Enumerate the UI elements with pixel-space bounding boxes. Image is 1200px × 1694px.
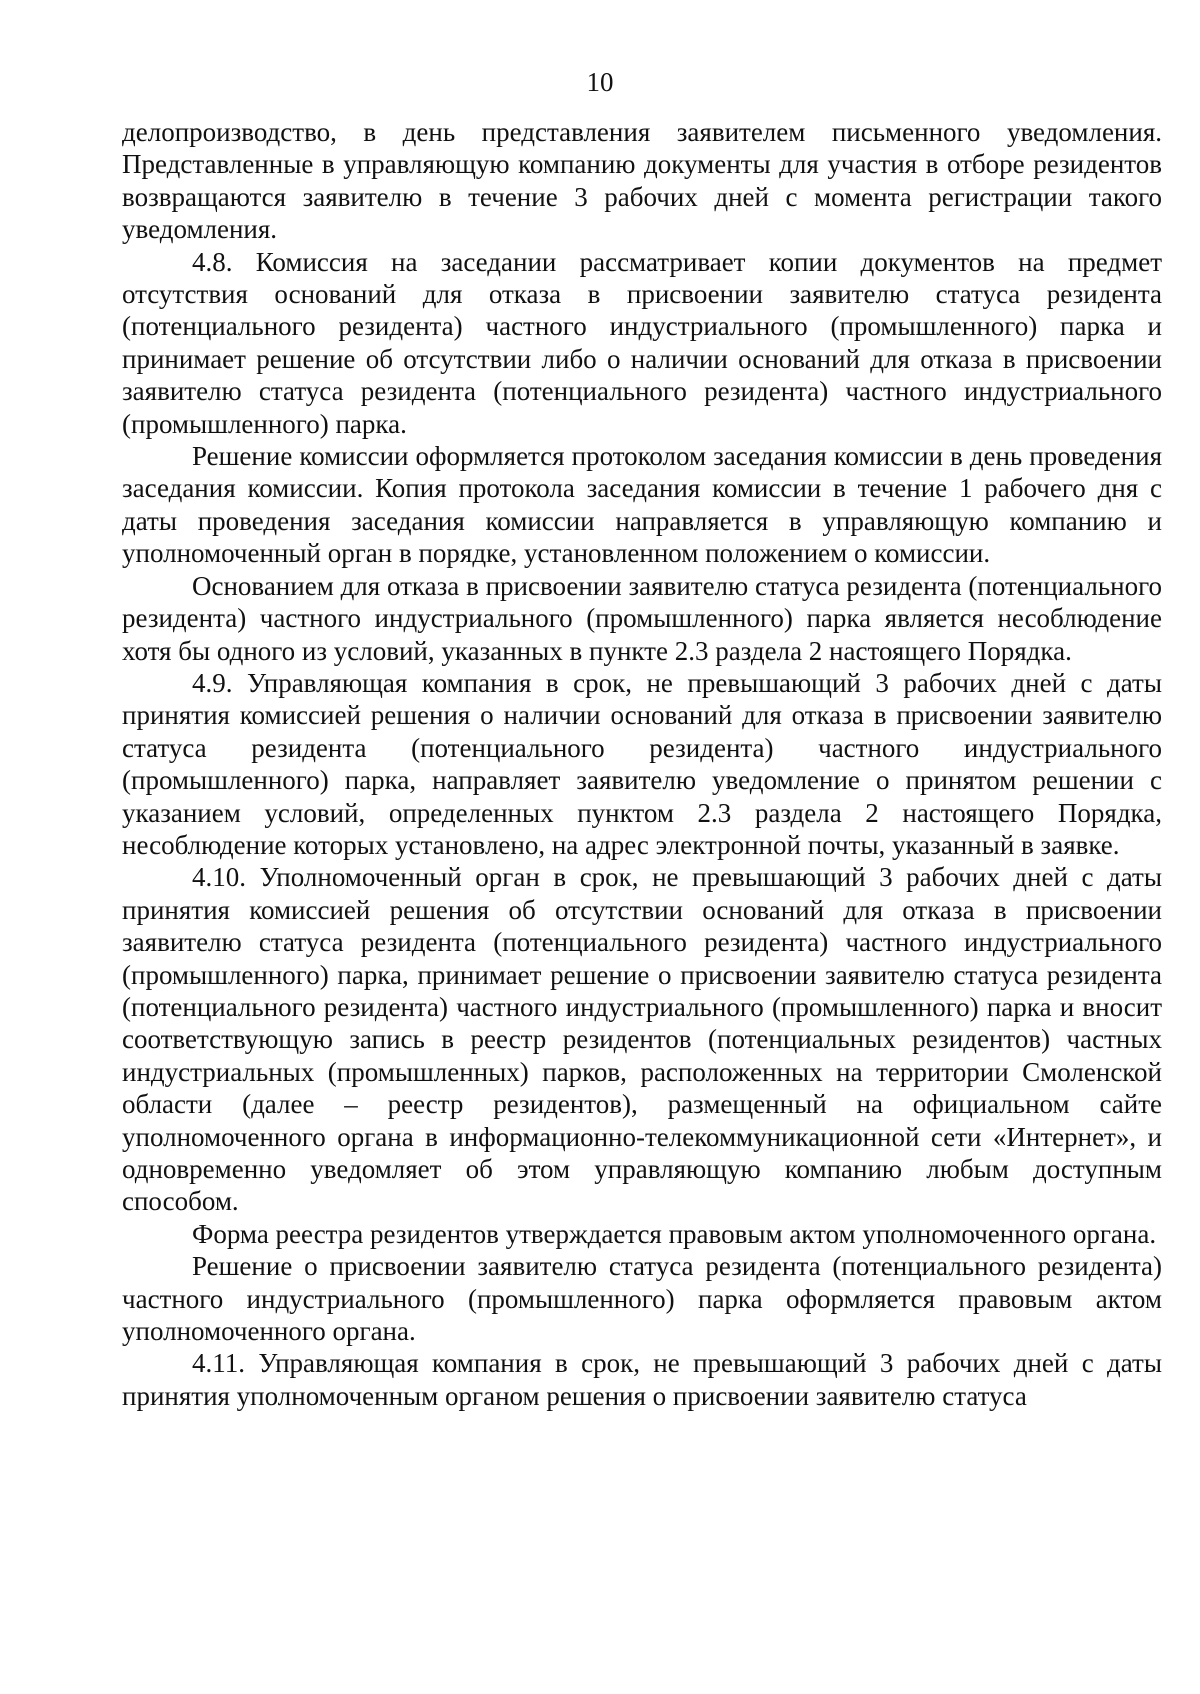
paragraph-4-10: 4.10. Уполномоченный орган в срок, не превышающий 3 рабочих дней с даты принятия комиссией решения об отсутствии оснований для отказа в присвоении заявителю статуса резидента (потенциального резидента) частного индустриального (промышленного) парка, принимает решение о присвоении заявителю статуса резидента (потенциального резидента) частного индустриального (промышленного) парка и вносит соответствующую запись в реестр резидентов (потенциальных резидентов) частных индустриальных (промышленных) парков, расположенных на территории Смоленской области (далее – реестр резидентов), размещенный на официальном сайте уполномоченного органа в информационно-телекоммуникационной сети «Интернет», и одновременно уведомляет об этом управляющую компанию любым доступным способом.: [122, 862, 1162, 1217]
paragraph-4-9: 4.9. Управляющая компания в срок, не превышающий 3 рабочих дней с даты принятия комиссией решения о наличии оснований для отказа в присвоении заявителю статуса резидента (потенциального резидента) частного индустриального (промышленного) парка, направляет заявителю уведомление о принятом решении с указанием условий, определенных пунктом 2.3 раздела 2 настоящего Порядка, несоблюдение которых установлено, на адрес электронной почты, указанный в заявке.: [122, 667, 1162, 860]
document-body: [122, 116, 1162, 1412]
paragraph-registry-form: Форма реестра резидентов утверждается правовым актом уполномоченного органа.: [192, 1218, 1157, 1249]
paragraph-refusal-grounds: Основанием для отказа в присвоении заявителю статуса резидента (потенциального резидента) частного индустриального (промышленного) парка является несоблюдение хотя бы одного из условий, указанных в пункте 2.3 раздела 2 настоящего Порядка.: [122, 570, 1162, 666]
page-number: 10: [586, 67, 614, 97]
paragraph-commission-decision: Решение комиссии оформляется протоколом заседания комиссии в день проведения заседания комиссии. Копия протокола заседания комиссии в течение 1 рабочего дня с даты проведения заседания комиссии направляется в управляющую компанию и уполномоченный орган в порядке, установленном положением о комиссии.: [122, 441, 1162, 569]
paragraph-continuation: делопроизводство, в день представления заявителем письменного уведомления. Представленные в управляющую компанию документы для участия в отборе резидентов возвращаются заявителю в течение 3 рабочих дней с момента регистрации такого уведомления.: [122, 117, 1162, 245]
paragraph-4-11: 4.11. Управляющая компания в срок, не превышающий 3 рабочих дней с даты принятия уполномоченным органом решения о присвоении заявителю статуса: [122, 1348, 1162, 1411]
paragraph-status-decision: Решение о присвоении заявителю статуса резидента (потенциального резидента) частного индустриального (промышленного) парка оформляется правовым актом уполномоченного органа.: [122, 1251, 1162, 1347]
paragraph-4-8: 4.8. Комиссия на заседании рассматривает копии документов на предмет отсутствия оснований для отказа в присвоении заявителю статуса резидента (потенциального резидента) частного индустриального (промышленного) парка и принимает решение об отсутствии либо о наличии оснований для отказа в присвоении заявителю статуса резидента (потенциального резидента) частного индустриального (промышленного) парка.: [122, 246, 1162, 439]
